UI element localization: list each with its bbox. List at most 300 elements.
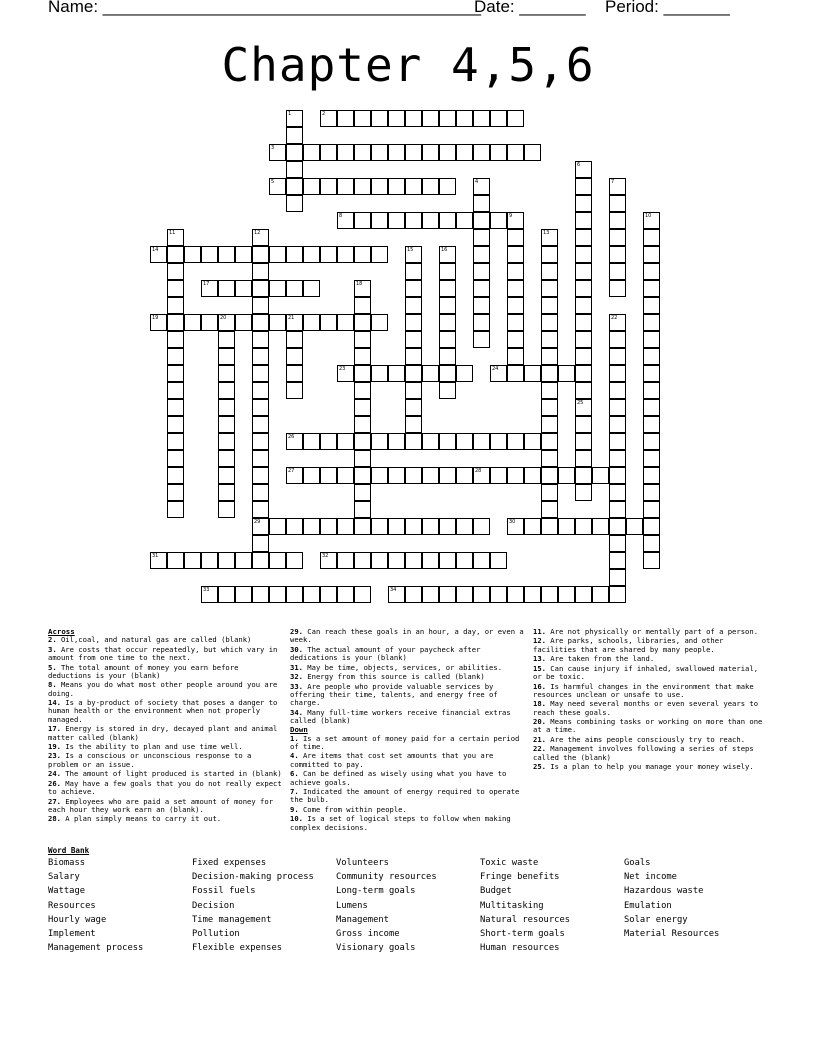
grid-cell[interactable] (286, 382, 303, 399)
grid-cell[interactable] (541, 229, 558, 246)
grid-cell[interactable] (167, 331, 184, 348)
grid-cell[interactable] (422, 110, 439, 127)
grid-cell[interactable] (371, 246, 388, 263)
grid-cell[interactable] (439, 586, 456, 603)
grid-cell[interactable] (541, 399, 558, 416)
grid-cell[interactable] (388, 586, 405, 603)
grid-cell[interactable] (303, 280, 320, 297)
grid-cell[interactable] (167, 467, 184, 484)
grid-cell[interactable] (286, 110, 303, 127)
grid-cell[interactable] (337, 433, 354, 450)
grid-cell[interactable] (490, 212, 507, 229)
grid-cell[interactable] (575, 467, 592, 484)
grid-cell[interactable] (473, 433, 490, 450)
grid-cell[interactable] (575, 450, 592, 467)
grid-cell[interactable] (524, 144, 541, 161)
grid-cell[interactable] (439, 518, 456, 535)
grid-cell[interactable] (354, 484, 371, 501)
grid-cell[interactable] (439, 552, 456, 569)
grid-cell[interactable] (388, 178, 405, 195)
grid-cell[interactable] (252, 365, 269, 382)
grid-cell[interactable] (286, 144, 303, 161)
grid-cell[interactable] (167, 552, 184, 569)
grid-cell[interactable] (167, 246, 184, 263)
grid-cell[interactable] (609, 229, 626, 246)
grid-cell[interactable] (303, 467, 320, 484)
grid-cell[interactable] (218, 331, 235, 348)
grid-cell[interactable] (337, 552, 354, 569)
grid-cell[interactable] (575, 297, 592, 314)
grid-cell[interactable] (507, 110, 524, 127)
grid-cell[interactable] (473, 263, 490, 280)
grid-cell[interactable] (320, 518, 337, 535)
grid-cell[interactable] (218, 280, 235, 297)
grid-cell[interactable] (609, 331, 626, 348)
grid-cell[interactable] (320, 144, 337, 161)
grid-cell[interactable] (337, 518, 354, 535)
grid-cell[interactable] (405, 110, 422, 127)
grid-cell[interactable] (218, 501, 235, 518)
grid-cell[interactable] (575, 433, 592, 450)
grid-cell[interactable] (609, 416, 626, 433)
grid-cell[interactable] (167, 263, 184, 280)
grid-cell[interactable] (575, 382, 592, 399)
grid-cell[interactable] (388, 144, 405, 161)
grid-cell[interactable] (371, 178, 388, 195)
grid-cell[interactable] (218, 586, 235, 603)
grid-cell[interactable] (354, 450, 371, 467)
grid-cell[interactable] (405, 348, 422, 365)
grid-cell[interactable] (252, 433, 269, 450)
grid-cell[interactable] (473, 110, 490, 127)
grid-cell[interactable] (456, 110, 473, 127)
grid-cell[interactable] (422, 433, 439, 450)
grid-cell[interactable] (218, 246, 235, 263)
grid-cell[interactable] (575, 280, 592, 297)
grid-cell[interactable] (575, 416, 592, 433)
grid-cell[interactable] (405, 586, 422, 603)
grid-cell[interactable] (439, 263, 456, 280)
grid-cell[interactable] (235, 552, 252, 569)
grid-cell[interactable] (286, 246, 303, 263)
date-field[interactable]: Date: _______ (474, 0, 586, 16)
grid-cell[interactable] (643, 399, 660, 416)
grid-cell[interactable] (252, 314, 269, 331)
grid-cell[interactable] (218, 416, 235, 433)
grid-cell[interactable] (269, 552, 286, 569)
grid-cell[interactable] (286, 331, 303, 348)
grid-cell[interactable] (252, 246, 269, 263)
grid-cell[interactable] (405, 518, 422, 535)
grid-cell[interactable] (371, 433, 388, 450)
grid-cell[interactable] (405, 212, 422, 229)
grid-cell[interactable] (456, 586, 473, 603)
grid-cell[interactable] (456, 433, 473, 450)
grid-cell[interactable] (473, 297, 490, 314)
grid-cell[interactable] (354, 348, 371, 365)
grid-cell[interactable] (286, 348, 303, 365)
grid-cell[interactable] (201, 314, 218, 331)
grid-cell[interactable] (218, 467, 235, 484)
grid-cell[interactable] (201, 552, 218, 569)
grid-cell[interactable] (184, 314, 201, 331)
grid-cell[interactable] (286, 365, 303, 382)
grid-cell[interactable] (541, 297, 558, 314)
grid-cell[interactable] (337, 467, 354, 484)
grid-cell[interactable] (643, 501, 660, 518)
grid-cell[interactable] (337, 144, 354, 161)
grid-cell[interactable] (643, 450, 660, 467)
grid-cell[interactable] (575, 518, 592, 535)
grid-cell[interactable] (575, 484, 592, 501)
grid-cell[interactable] (371, 110, 388, 127)
grid-cell[interactable] (320, 552, 337, 569)
grid-cell[interactable] (524, 586, 541, 603)
grid-cell[interactable] (303, 433, 320, 450)
grid-cell[interactable] (456, 365, 473, 382)
grid-cell[interactable] (422, 178, 439, 195)
grid-cell[interactable] (405, 416, 422, 433)
grid-cell[interactable] (218, 382, 235, 399)
grid-cell[interactable] (252, 348, 269, 365)
grid-cell[interactable] (405, 467, 422, 484)
grid-cell[interactable] (439, 314, 456, 331)
grid-cell[interactable] (609, 467, 626, 484)
grid-cell[interactable] (405, 178, 422, 195)
grid-cell[interactable] (507, 518, 524, 535)
grid-cell[interactable] (422, 144, 439, 161)
grid-cell[interactable] (541, 467, 558, 484)
grid-cell[interactable] (201, 280, 218, 297)
grid-cell[interactable] (609, 433, 626, 450)
grid-cell[interactable] (439, 433, 456, 450)
grid-cell[interactable] (269, 586, 286, 603)
grid-cell[interactable] (609, 382, 626, 399)
grid-cell[interactable] (354, 178, 371, 195)
grid-cell[interactable] (473, 280, 490, 297)
grid-cell[interactable] (439, 467, 456, 484)
grid-cell[interactable] (507, 212, 524, 229)
grid-cell[interactable] (337, 212, 354, 229)
grid-cell[interactable] (609, 569, 626, 586)
grid-cell[interactable] (405, 314, 422, 331)
grid-cell[interactable] (609, 178, 626, 195)
grid-cell[interactable] (354, 280, 371, 297)
grid-cell[interactable] (575, 229, 592, 246)
grid-cell[interactable] (252, 297, 269, 314)
grid-cell[interactable] (303, 518, 320, 535)
grid-cell[interactable] (252, 586, 269, 603)
grid-cell[interactable] (252, 399, 269, 416)
grid-cell[interactable] (252, 416, 269, 433)
grid-cell[interactable] (354, 297, 371, 314)
grid-cell[interactable] (218, 348, 235, 365)
grid-cell[interactable] (371, 365, 388, 382)
grid-cell[interactable] (541, 382, 558, 399)
grid-cell[interactable] (473, 552, 490, 569)
grid-cell[interactable] (507, 433, 524, 450)
grid-cell[interactable] (354, 586, 371, 603)
grid-cell[interactable] (218, 314, 235, 331)
grid-cell[interactable] (388, 518, 405, 535)
grid-cell[interactable] (541, 501, 558, 518)
grid-cell[interactable] (575, 399, 592, 416)
grid-cell[interactable] (592, 518, 609, 535)
grid-cell[interactable] (269, 518, 286, 535)
grid-cell[interactable] (643, 433, 660, 450)
grid-cell[interactable] (167, 382, 184, 399)
grid-cell[interactable] (507, 246, 524, 263)
grid-cell[interactable] (643, 484, 660, 501)
grid-cell[interactable] (609, 450, 626, 467)
grid-cell[interactable] (473, 586, 490, 603)
grid-cell[interactable] (473, 246, 490, 263)
grid-cell[interactable] (354, 314, 371, 331)
grid-cell[interactable] (405, 399, 422, 416)
grid-cell[interactable] (167, 280, 184, 297)
grid-cell[interactable] (337, 314, 354, 331)
grid-cell[interactable] (456, 467, 473, 484)
grid-cell[interactable] (167, 433, 184, 450)
grid-cell[interactable] (609, 246, 626, 263)
grid-cell[interactable] (541, 433, 558, 450)
grid-cell[interactable] (609, 195, 626, 212)
grid-cell[interactable] (609, 314, 626, 331)
grid-cell[interactable] (541, 314, 558, 331)
grid-cell[interactable] (643, 416, 660, 433)
grid-cell[interactable] (405, 552, 422, 569)
grid-cell[interactable] (456, 144, 473, 161)
grid-cell[interactable] (388, 212, 405, 229)
grid-cell[interactable] (507, 263, 524, 280)
grid-cell[interactable] (575, 348, 592, 365)
grid-cell[interactable] (235, 280, 252, 297)
name-field[interactable]: Name: ________________________________________ (48, 0, 481, 16)
grid-cell[interactable] (371, 212, 388, 229)
grid-cell[interactable] (422, 552, 439, 569)
grid-cell[interactable] (609, 518, 626, 535)
grid-cell[interactable] (201, 246, 218, 263)
grid-cell[interactable] (218, 484, 235, 501)
grid-cell[interactable] (609, 348, 626, 365)
grid-cell[interactable] (184, 246, 201, 263)
grid-cell[interactable] (524, 365, 541, 382)
grid-cell[interactable] (405, 263, 422, 280)
grid-cell[interactable] (320, 246, 337, 263)
grid-cell[interactable] (439, 144, 456, 161)
grid-cell[interactable] (575, 195, 592, 212)
grid-cell[interactable] (269, 178, 286, 195)
grid-cell[interactable] (575, 161, 592, 178)
grid-cell[interactable] (252, 501, 269, 518)
grid-cell[interactable] (490, 467, 507, 484)
grid-cell[interactable] (439, 246, 456, 263)
grid-cell[interactable] (269, 280, 286, 297)
grid-cell[interactable] (252, 382, 269, 399)
grid-cell[interactable] (524, 518, 541, 535)
grid-cell[interactable] (490, 365, 507, 382)
grid-cell[interactable] (473, 229, 490, 246)
grid-cell[interactable] (643, 297, 660, 314)
grid-cell[interactable] (320, 586, 337, 603)
grid-cell[interactable] (252, 484, 269, 501)
grid-cell[interactable] (371, 518, 388, 535)
grid-cell[interactable] (388, 365, 405, 382)
grid-cell[interactable] (422, 365, 439, 382)
grid-cell[interactable] (473, 467, 490, 484)
grid-cell[interactable] (337, 365, 354, 382)
grid-cell[interactable] (575, 331, 592, 348)
grid-cell[interactable] (473, 144, 490, 161)
grid-cell[interactable] (473, 178, 490, 195)
grid-cell[interactable] (218, 450, 235, 467)
grid-cell[interactable] (507, 467, 524, 484)
grid-cell[interactable] (422, 518, 439, 535)
grid-cell[interactable] (303, 586, 320, 603)
grid-cell[interactable] (252, 535, 269, 552)
grid-cell[interactable] (439, 348, 456, 365)
grid-cell[interactable] (643, 263, 660, 280)
grid-cell[interactable] (558, 586, 575, 603)
grid-cell[interactable] (286, 467, 303, 484)
grid-cell[interactable] (354, 144, 371, 161)
grid-cell[interactable] (456, 518, 473, 535)
grid-cell[interactable] (371, 144, 388, 161)
grid-cell[interactable] (490, 110, 507, 127)
grid-cell[interactable] (320, 178, 337, 195)
grid-cell[interactable] (541, 450, 558, 467)
grid-cell[interactable] (456, 552, 473, 569)
grid-cell[interactable] (609, 535, 626, 552)
grid-cell[interactable] (388, 467, 405, 484)
grid-cell[interactable] (337, 246, 354, 263)
grid-cell[interactable] (320, 110, 337, 127)
grid-cell[interactable] (609, 212, 626, 229)
grid-cell[interactable] (320, 433, 337, 450)
grid-cell[interactable] (643, 229, 660, 246)
grid-cell[interactable] (167, 297, 184, 314)
grid-cell[interactable] (286, 127, 303, 144)
grid-cell[interactable] (575, 212, 592, 229)
grid-cell[interactable] (167, 399, 184, 416)
grid-cell[interactable] (167, 450, 184, 467)
grid-cell[interactable] (167, 484, 184, 501)
grid-cell[interactable] (422, 586, 439, 603)
grid-cell[interactable] (541, 518, 558, 535)
grid-cell[interactable] (575, 178, 592, 195)
grid-cell[interactable] (167, 365, 184, 382)
grid-cell[interactable] (252, 263, 269, 280)
grid-cell[interactable] (609, 586, 626, 603)
grid-cell[interactable] (235, 246, 252, 263)
grid-cell[interactable] (575, 263, 592, 280)
grid-cell[interactable] (439, 280, 456, 297)
grid-cell[interactable] (286, 280, 303, 297)
grid-cell[interactable] (541, 331, 558, 348)
grid-cell[interactable] (405, 365, 422, 382)
grid-cell[interactable] (218, 399, 235, 416)
grid-cell[interactable] (473, 212, 490, 229)
grid-cell[interactable] (218, 433, 235, 450)
grid-cell[interactable] (507, 314, 524, 331)
grid-cell[interactable] (507, 144, 524, 161)
grid-cell[interactable] (643, 280, 660, 297)
grid-cell[interactable] (167, 348, 184, 365)
grid-cell[interactable] (269, 144, 286, 161)
grid-cell[interactable] (235, 314, 252, 331)
grid-cell[interactable] (490, 144, 507, 161)
grid-cell[interactable] (320, 467, 337, 484)
grid-cell[interactable] (507, 331, 524, 348)
grid-cell[interactable] (405, 246, 422, 263)
grid-cell[interactable] (643, 382, 660, 399)
grid-cell[interactable] (439, 382, 456, 399)
grid-cell[interactable] (643, 467, 660, 484)
grid-cell[interactable] (643, 348, 660, 365)
grid-cell[interactable] (354, 416, 371, 433)
grid-cell[interactable] (371, 467, 388, 484)
grid-cell[interactable] (507, 365, 524, 382)
grid-cell[interactable] (439, 110, 456, 127)
grid-cell[interactable] (286, 518, 303, 535)
grid-cell[interactable] (643, 365, 660, 382)
grid-cell[interactable] (524, 433, 541, 450)
grid-cell[interactable] (337, 110, 354, 127)
grid-cell[interactable] (592, 586, 609, 603)
grid-cell[interactable] (541, 280, 558, 297)
grid-cell[interactable] (354, 246, 371, 263)
grid-cell[interactable] (337, 586, 354, 603)
grid-cell[interactable] (541, 416, 558, 433)
grid-cell[interactable] (609, 365, 626, 382)
grid-cell[interactable] (269, 314, 286, 331)
grid-cell[interactable] (643, 518, 660, 535)
grid-cell[interactable] (507, 348, 524, 365)
grid-cell[interactable] (405, 280, 422, 297)
grid-cell[interactable] (609, 399, 626, 416)
grid-cell[interactable] (150, 314, 167, 331)
grid-cell[interactable] (439, 297, 456, 314)
grid-cell[interactable] (507, 586, 524, 603)
grid-cell[interactable] (541, 365, 558, 382)
grid-cell[interactable] (354, 331, 371, 348)
grid-cell[interactable] (286, 178, 303, 195)
grid-cell[interactable] (286, 586, 303, 603)
period-field[interactable]: Period: _______ (605, 0, 730, 16)
grid-cell[interactable] (320, 314, 337, 331)
grid-cell[interactable] (354, 399, 371, 416)
grid-cell[interactable] (473, 331, 490, 348)
grid-cell[interactable] (541, 348, 558, 365)
grid-cell[interactable] (167, 416, 184, 433)
grid-cell[interactable] (371, 314, 388, 331)
grid-cell[interactable] (252, 331, 269, 348)
grid-cell[interactable] (354, 365, 371, 382)
grid-cell[interactable] (541, 586, 558, 603)
grid-cell[interactable] (354, 433, 371, 450)
grid-cell[interactable] (286, 161, 303, 178)
grid-cell[interactable] (303, 144, 320, 161)
grid-cell[interactable] (541, 263, 558, 280)
grid-cell[interactable] (456, 212, 473, 229)
grid-cell[interactable] (643, 246, 660, 263)
grid-cell[interactable] (167, 229, 184, 246)
grid-cell[interactable] (252, 450, 269, 467)
grid-cell[interactable] (201, 586, 218, 603)
grid-cell[interactable] (422, 212, 439, 229)
grid-cell[interactable] (575, 365, 592, 382)
grid-cell[interactable] (388, 552, 405, 569)
